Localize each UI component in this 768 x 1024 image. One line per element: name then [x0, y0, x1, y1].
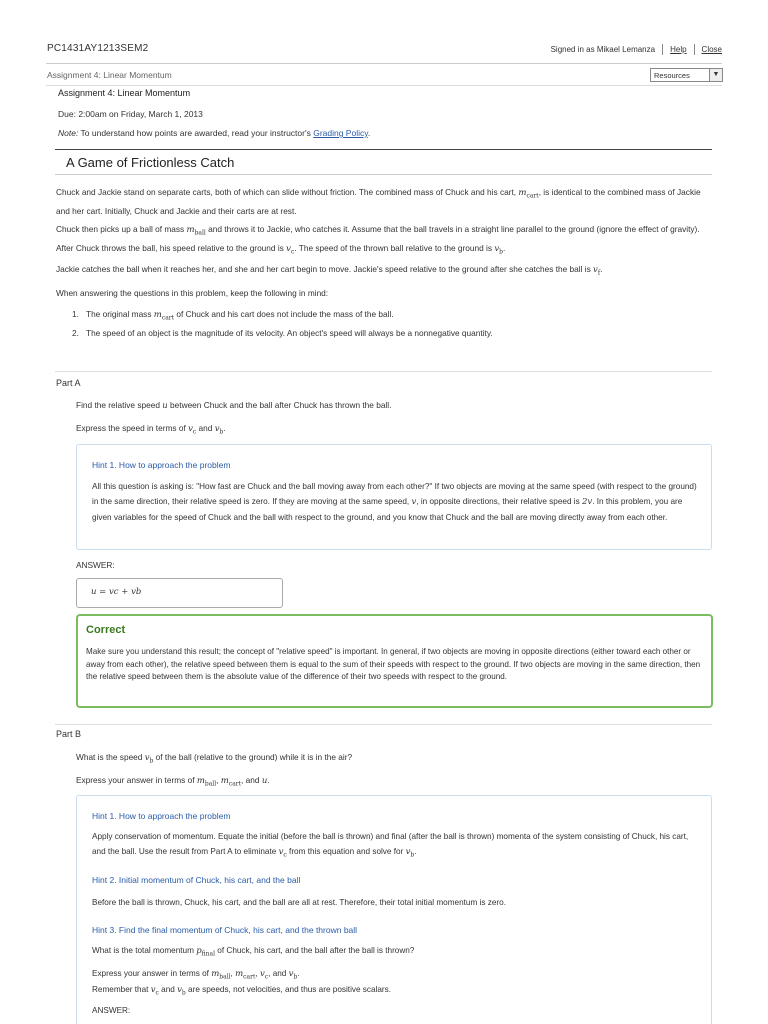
math-m-ball: $m_{ball}$: [211, 969, 231, 981]
problem-title: A Game of Frictionless Catch: [66, 155, 235, 170]
hint-1-toggle[interactable]: Hint 1. How to approach the problem: [92, 460, 231, 470]
grading-policy-link[interactable]: Grading Policy: [313, 128, 368, 138]
part-a-label[interactable]: Part A: [56, 378, 81, 388]
part-b-label[interactable]: Part B: [56, 729, 82, 739]
math-v-f: $v_f$: [593, 265, 601, 277]
list-item: 2. The speed of an object is the magnitude of its velocity. An object's speed will always be a nonnegative quantity.: [72, 327, 493, 338]
divider: [46, 63, 722, 64]
problem-paragraph-4: When answering the questions in this problem, keep the following in mind:: [56, 288, 329, 298]
math-m-ball: $m_{ball}$: [186, 225, 206, 237]
list-item: 1. The original mass $m_{cart}$ of Chuck and his cart does not include the mass of the ball.: [72, 309, 394, 322]
answer-value: u = vc + vb: [91, 587, 142, 597]
math-v-c: $v_c$: [278, 847, 287, 859]
divider: [55, 371, 712, 372]
hint-2-toggle[interactable]: Hint 2. Initial momentum of Chuck, his cart, and the ball: [92, 875, 301, 885]
math-v-c: $v_c$: [259, 969, 269, 981]
math-m-ball: $m_{ball}$: [196, 776, 217, 788]
hint-1-text: All this question is asking is: "How fast are Chuck and the ball moving away from each other?" If two objects are moving at the same speed (with respect to the ground) in the same direction, their relative speed is zero. If they are moving at the same speed, v, in opposite directions, their relative speed is 2v. In this problem, you are given variables for the speed of Chuck and the ball with respect to the ground, and you know that Chuck and the ball are moving directly away from each other.: [92, 482, 697, 522]
part-a-question: Find the relative speed u between Chuck and the ball after Chuck has thrown the ball.: [76, 400, 392, 411]
math-v-b: $v_b$: [214, 424, 224, 436]
divider: [55, 149, 712, 150]
course-title: PC1431AY1213SEM2: [47, 43, 149, 54]
help-link[interactable]: Help: [670, 45, 687, 54]
note-text: To understand how points are awarded, read your instructor's: [78, 128, 314, 138]
hint-3-toggle[interactable]: Hint 3. Find the final momentum of Chuck, his cart, and the thrown ball: [92, 925, 358, 935]
divider: [55, 724, 712, 725]
chevron-down-icon[interactable]: ▼: [709, 69, 722, 81]
resources-label: Resources: [654, 71, 690, 80]
math-u: u: [261, 776, 268, 786]
math-2v: 2v: [581, 497, 593, 507]
hint-1-toggle[interactable]: Hint 1. How to approach the problem: [92, 811, 231, 821]
hint-3-instructions: Express your answer in terms of $m_{ball}$, $m_{cart}$, $v_c$, and $v_b$.: [92, 969, 300, 981]
correct-text: Make sure you understand this result; the concept of "relative speed" is important. In general, if two objects are moving in opposite directions (either toward each other or away from each other), the relative speed between them is equal to the sum of their speeds with respect to the ground. If two objects are moving in the same direction, then the relative speed between them is the absolute value of the difference of their two speeds with respect to the ground.: [86, 647, 701, 681]
math-u: u: [162, 401, 168, 411]
math-v-c: $v_c$: [286, 243, 295, 256]
close-link[interactable]: Close: [701, 45, 722, 54]
correct-title: Correct: [86, 624, 126, 636]
math-m-cart: $m_{cart}$: [235, 969, 256, 981]
math-m-cart: $m_{cart}$: [518, 188, 539, 200]
divider: [662, 44, 663, 55]
math-m-cart: $m_{cart}$: [220, 776, 242, 788]
top-bar: [0, 0, 768, 64]
math-v-b: $v_b$: [144, 753, 154, 765]
math-m-cart: $m_{cart}$: [153, 310, 175, 322]
math-v-b: $v_b$: [288, 969, 298, 981]
note-end: .: [367, 128, 371, 138]
note-label: Note:: [58, 128, 79, 138]
hint-2-text: Before the ball is thrown, Chuck, his cart, and the ball are all at rest. Therefore, their total initial momentum is zero.: [92, 898, 506, 907]
math-v-b: $v_b$: [177, 985, 186, 997]
breadcrumb: Assignment 4: Linear Momentum: [47, 70, 172, 80]
math-v: v: [411, 497, 417, 507]
problem-paragraph-1: Chuck and Jackie stand on separate carts, both of which can slide without friction. The combined mass of Chuck and his cart, $m_{cart}$, is identical to the combined mass of Jackie and her cart. Initially, Chuck and Jackie and their carts are at rest.: [56, 187, 701, 216]
assignment-title: Assignment 4: Linear Momentum: [58, 88, 191, 98]
answer-label: ANSWER:: [76, 560, 115, 570]
part-a-instructions: Express the speed in terms of $v_c$ and $v_b$.: [76, 423, 226, 436]
math-v-c: $v_c$: [188, 424, 197, 436]
hint-3-reminder: Remember that $v_c$ and $v_b$ are speeds, not velocities, and thus are positive scalars.: [92, 985, 392, 997]
due-date: Due: 2:00am on Friday, March 1, 2013: [58, 109, 203, 119]
math-v-c: $v_c$: [150, 985, 159, 997]
guidelines-list: [72, 307, 493, 341]
hint-3-question: What is the total momentum $p_{final}$ of Chuck, his cart, and the ball after the ball is thrown?: [92, 946, 415, 958]
user-links: [551, 44, 722, 55]
math-p-final: $p_{final}$: [196, 946, 216, 958]
math-v-b: $v_b$: [494, 243, 504, 256]
problem-paragraph-2: Chuck then picks up a ball of mass $m_{ball}$ and throws it to Jackie, who catches it. Assume that the ball travels in a straight line parallel to the ground (ignore the effect of gravity). After Chuck throws the ball, his speed relative to the ground is $v_c$. The speed of the thrown ball relative to the ground is $v_b$.: [56, 224, 700, 256]
answer-field[interactable]: [76, 578, 283, 608]
signed-in-text: Signed in as Mikael Lemanza: [550, 45, 656, 54]
divider: [694, 44, 695, 55]
hint-3-answer-label: ANSWER:: [92, 1006, 131, 1015]
hint-1-text: Apply conservation of momentum. Equate the initial (before the ball is thrown) and final (after the ball is thrown) momenta of the system consisting of Chuck, his cart, and the ball. Use the result from Part A to eliminate $v_c$ from this equation and solve for $v_b$.: [92, 832, 689, 859]
problem-paragraph-3: Jackie catches the ball when it reaches her, and she and her cart begin to move. Jackie's speed relative to the ground after she catches the ball is $v_f$.: [56, 264, 603, 277]
resources-select[interactable]: [650, 68, 723, 82]
divider: [55, 174, 712, 175]
grading-note: [58, 128, 370, 138]
math-v-b: $v_b$: [405, 847, 415, 859]
part-b-instructions: Express your answer in terms of $m_{ball}$, $m_{cart}$, and u.: [76, 775, 270, 788]
part-b-question: What is the speed $v_b$ of the ball (relative to the ground) while it is in the air?: [76, 752, 353, 765]
divider: [46, 85, 722, 86]
